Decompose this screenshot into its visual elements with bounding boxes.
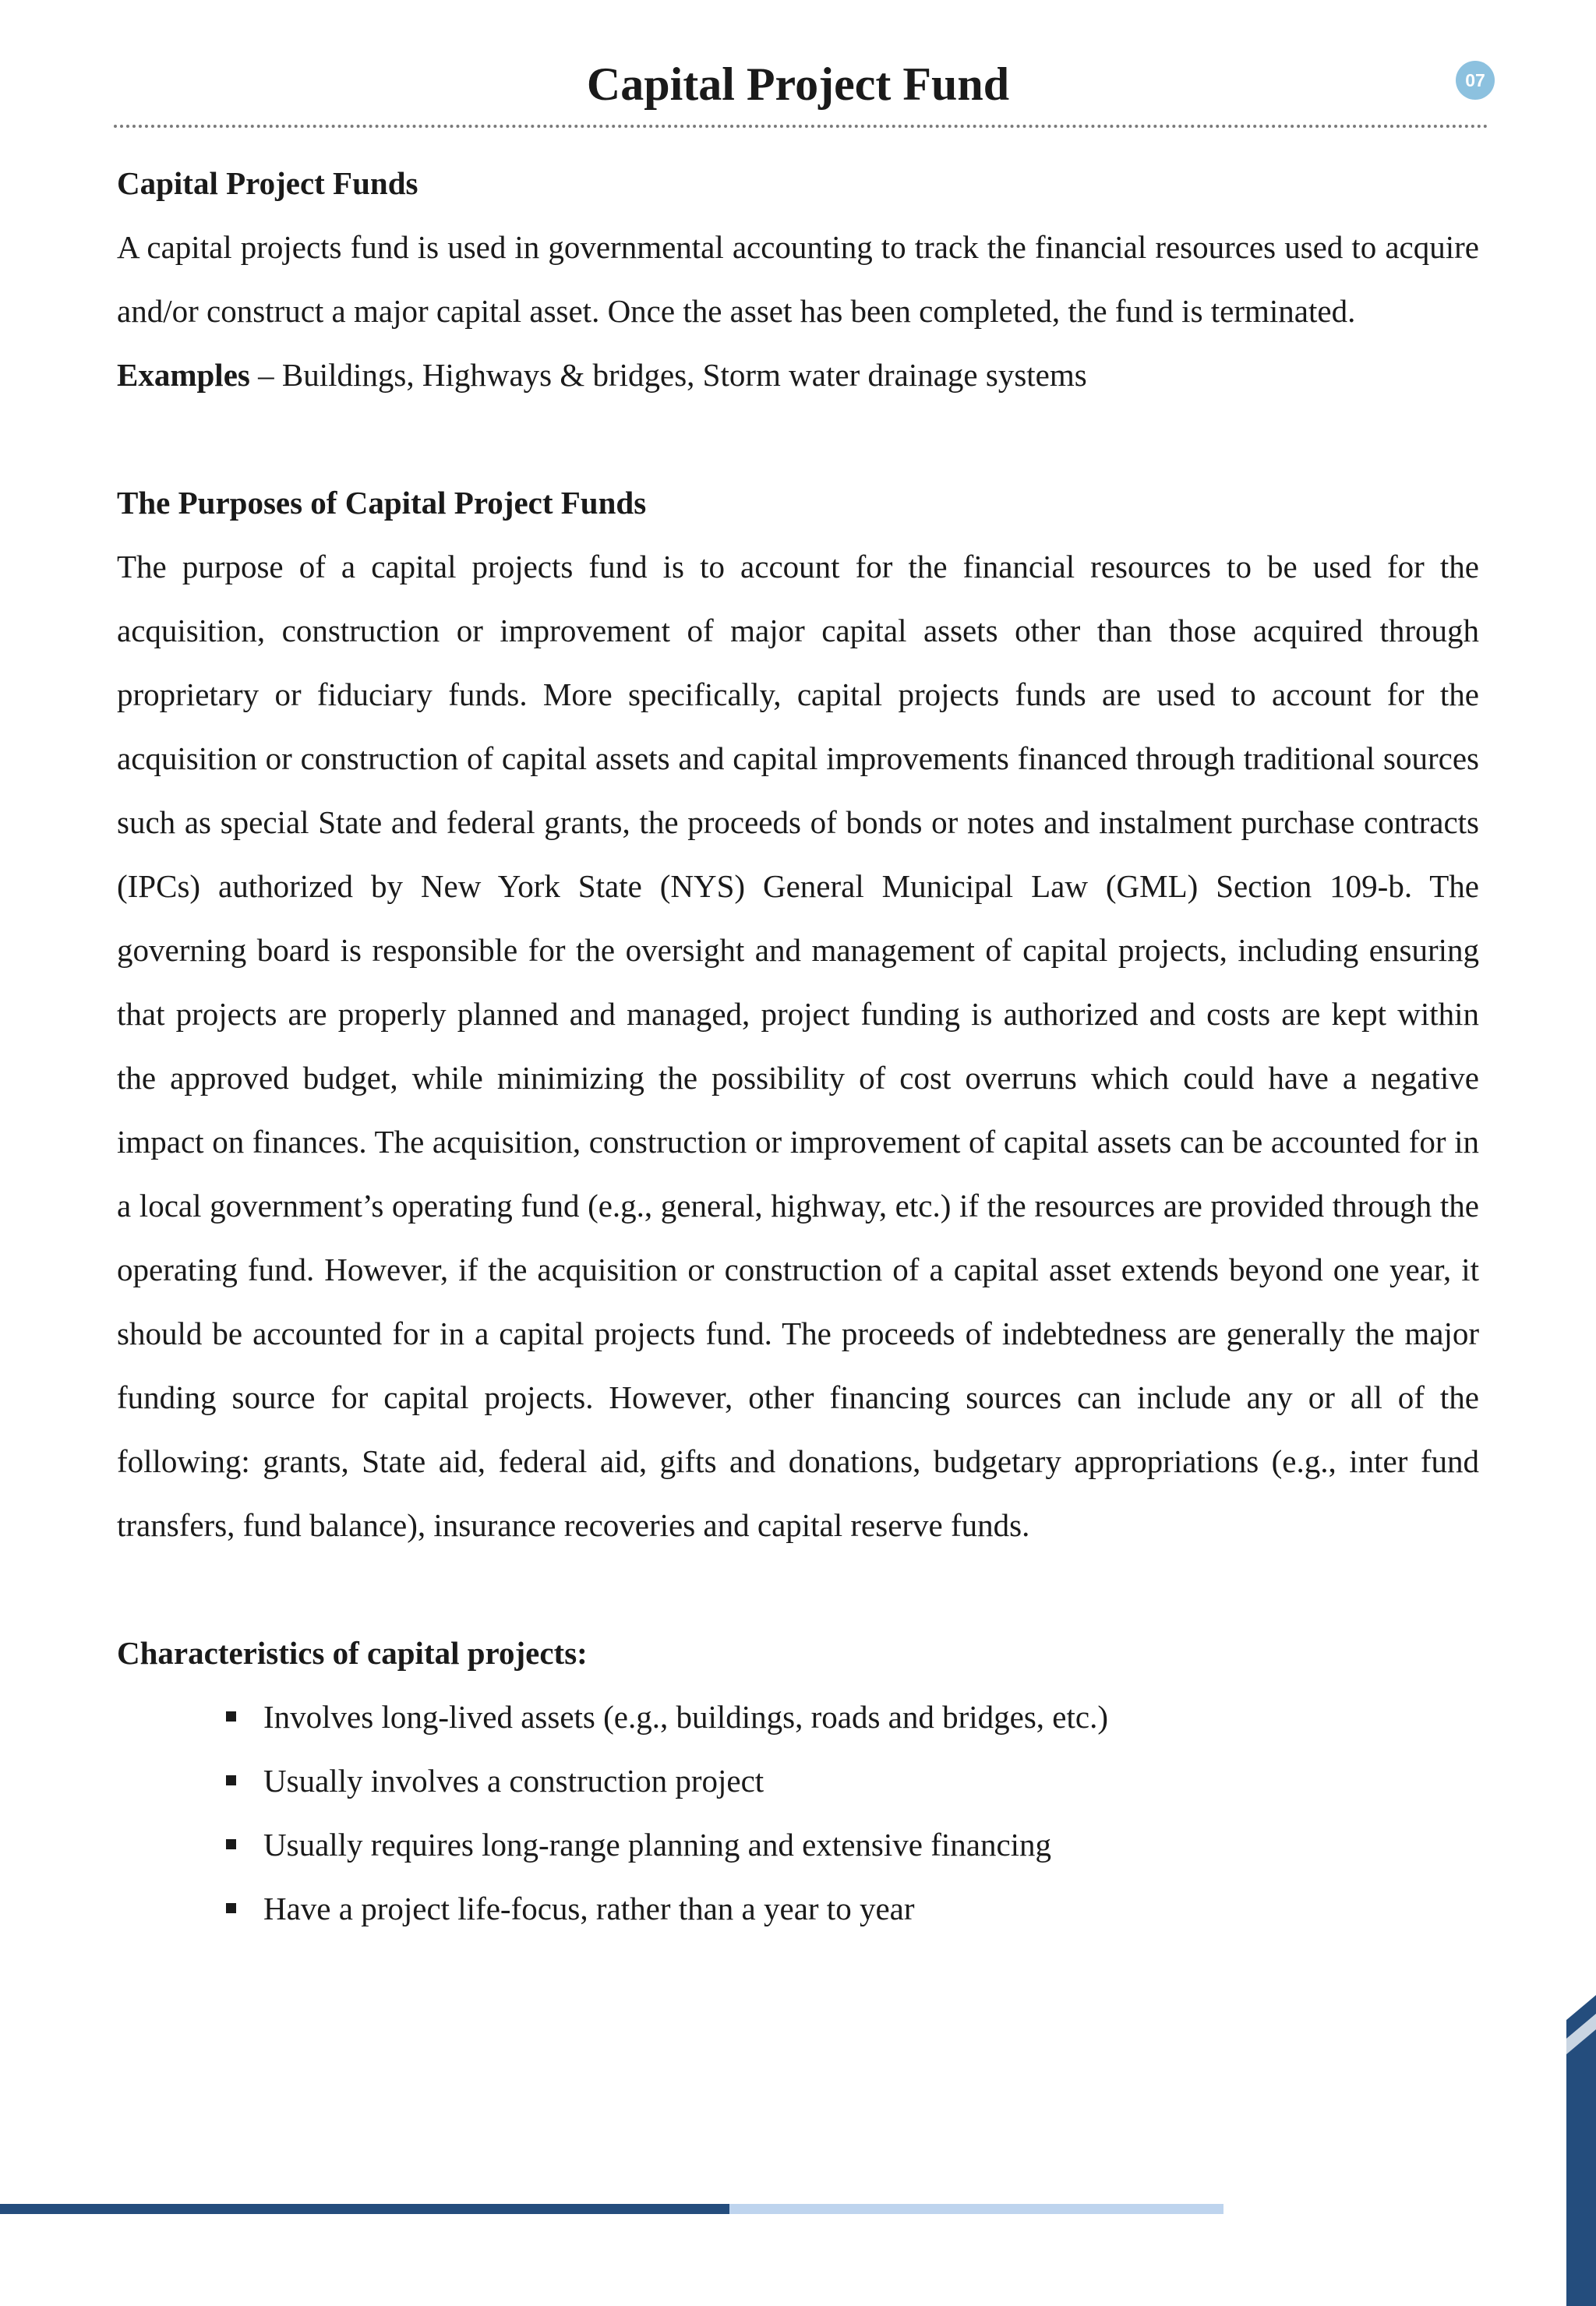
footer-bar-light	[729, 2204, 1223, 2214]
list-item-text: Have a project life-focus, rather than a year to year	[263, 1891, 915, 1926]
footer-bar-dark	[0, 2204, 729, 2214]
section-heading-purposes: The Purposes of Capital Project Funds	[117, 485, 647, 521]
list-item	[117, 1685, 1479, 1749]
examples-line	[117, 343, 1479, 407]
section-heading-characteristics: Characteristics of capital projects:	[117, 1635, 588, 1671]
paragraph-capital-project-funds: A capital projects fund is used in governmental accounting to track the financial resources used to acquire and/or construct a major capital asset. Once the asset has been completed, the fund is terminated.	[117, 229, 1479, 329]
document-body	[117, 151, 1479, 1941]
square-bullet-icon	[226, 1775, 236, 1785]
page-number-badge: 07	[1456, 61, 1495, 100]
square-bullet-icon	[226, 1903, 236, 1913]
corner-decoration	[1566, 1995, 1596, 2306]
characteristics-list	[117, 1685, 1479, 1941]
list-item-text: Usually involves a construction project	[263, 1763, 764, 1799]
paragraph-purposes: The purpose of a capital projects fund is to account for the financial resources to be used for the acquisition, construction or improvement of major capital assets other than those acquired through proprietary or fiduciary funds. More specifically, capital projects funds are used to account for the acquisition or construction of capital assets and capital improvements financed through traditional sources such as special State and federal grants, the proceeds of bonds or notes and instalment purchase contracts (IPCs) authorized by New York State (NYS) General Municipal Law (GML) Section 109-b. The governing board is responsible for the oversight and management of capital projects, including ensuring that projects are properly planned and managed, project funding is authorized and costs are kept within the approved budget, while minimizing the possibility of cost overruns which could have a negative impact on finances. The acquisition, construction or improvement of capital assets can be accounted for in a local government’s operating fund (e.g., general, highway, etc.) if the resources are provided through the operating fund. However, if the acquisition or construction of a capital asset extends beyond one year, it should be accounted for in a capital projects fund. The proceeds of indebtedness are generally the major funding source for capital projects. However, other financing sources can include any or all of the following: grants, State aid, federal aid, gifts and donations, budgetary appropriations (e.g., inter fund transfers, fund balance), insurance recoveries and capital reserve funds.	[117, 549, 1479, 1543]
corner-block-dark	[1566, 2029, 1596, 2306]
spacer	[117, 407, 1479, 471]
title-divider	[114, 125, 1488, 128]
list-item	[117, 1749, 1479, 1813]
spacer	[117, 1557, 1479, 1621]
list-item	[117, 1877, 1479, 1941]
section-heading-capital-project-funds: Capital Project Funds	[117, 165, 418, 201]
examples-label: Examples	[117, 357, 250, 393]
list-item-text: Usually requires long-range planning and extensive financing	[263, 1827, 1052, 1863]
square-bullet-icon	[226, 1839, 236, 1849]
page-title: Capital Project Fund	[586, 58, 1010, 110]
examples-text: – Buildings, Highways & bridges, Storm water drainage systems	[249, 357, 1087, 393]
list-item	[117, 1813, 1479, 1877]
square-bullet-icon	[226, 1711, 236, 1722]
list-item-text: Involves long-lived assets (e.g., buildings, roads and bridges, etc.)	[263, 1699, 1108, 1735]
